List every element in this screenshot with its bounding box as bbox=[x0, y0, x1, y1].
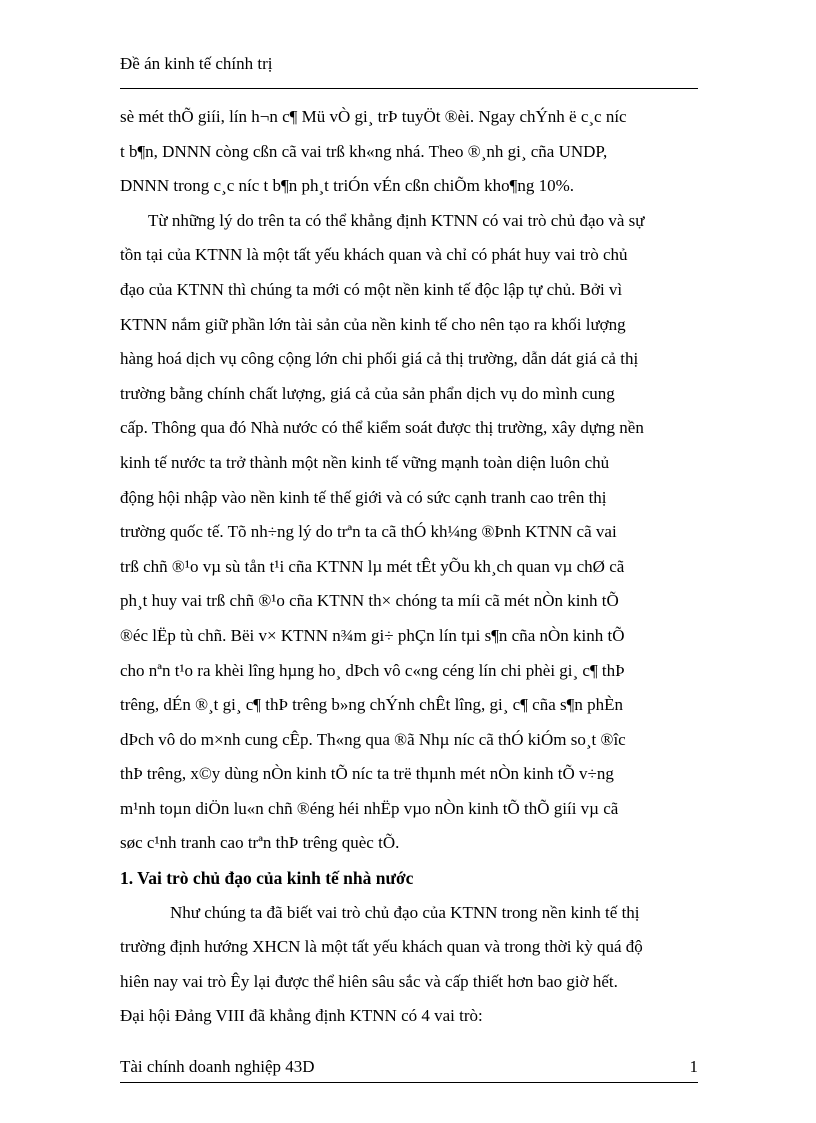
paragraph-1-line: sè mét thÕ giíi, lín h¬n c¶ Mü vÒ gi¸ trÞ tuyÖt ®èi. Ngay chÝnh ë c¸c níc bbox=[120, 107, 627, 126]
paragraph-2-line: trường bằng chính chất lượng, giá cả của sản phẩn dịch vụ do mình cung bbox=[120, 383, 615, 403]
paragraph-3-line: trường định hướng XHCN là một tất yếu khách quan và trong thời kỳ quá độ bbox=[120, 937, 643, 957]
header-divider bbox=[120, 88, 698, 89]
paragraph-2-line: trường quốc tế. Tõ nh÷ng lý do trªn ta cã thÓ kh¼ng ®Þnh KTNN cã vai bbox=[120, 522, 617, 542]
footer-divider bbox=[120, 1082, 698, 1083]
paragraph-2-line: ph¸t huy vai trß chñ ®¹o cña KTNN th× chóng ta míi cã mét nÒn kinh tÕ bbox=[120, 591, 619, 611]
paragraph-2-line: cấp. Thông qua đó Nhà nước có thể kiểm soát được thị trường, xây dựng nền bbox=[120, 418, 644, 438]
paragraph-2-line: trß chñ ®¹o vµ sù tån t¹i cña KTNN lµ mét tÊt yÕu kh¸ch quan vµ chØ cã bbox=[120, 556, 625, 576]
paragraph-2-line: ®éc lËp tù chñ. Bëi v× KTNN n¾m gi÷ phÇn lín tµi s¶n cña nÒn kinh tÕ bbox=[120, 625, 625, 645]
paragraph-3 bbox=[120, 896, 698, 1034]
paragraph-3-line: Đại hội Đảng VIII đã khẳng định KTNN có 4 vai trò: bbox=[120, 1006, 483, 1026]
paragraph-1-line: t b¶n, DNNN còng cßn cã vai trß kh«ng nhá. Theo ®¸nh gi¸ cña UNDP, bbox=[120, 141, 608, 161]
paragraph-1 bbox=[120, 100, 698, 204]
paragraph-2-line: dÞch vô do m×nh cung cÊp. Th«ng qua ®ã Nhµ níc cã thÓ kiÓm so¸t ®îc bbox=[120, 729, 626, 749]
paragraph-2-line: m¹nh toµn diÖn lu«n chñ ®éng héi nhËp vµo nÒn kinh tÕ thÕ giíi vµ cã bbox=[120, 798, 619, 818]
paragraph-2-line: Từ những lý do trên ta có thể khẳng định KTNN có vai trò chủ đạo và sự bbox=[148, 210, 645, 230]
paragraph-2-line: søc c¹nh tranh cao trªn thÞ trêng quèc tÕ. bbox=[120, 833, 400, 853]
paragraph-2-line: trêng, dÉn ®¸t gi¸ c¶ thÞ trêng b»ng chÝnh chÊt lîng, gi¸ c¶ cña s¶n phÈn bbox=[120, 695, 623, 715]
footer-label: Tài chính doanh nghiệp 43D bbox=[120, 1057, 315, 1076]
paragraph-3-line: hiên nay vai trò Êy lại được thể hiên sâu sắc và cấp thiết hơn bao giờ hết. bbox=[120, 971, 618, 991]
paragraph-2 bbox=[120, 204, 698, 861]
paragraph-2-line: động hội nhập vào nền kinh tế thế giới và có sức cạnh tranh cao trên thị bbox=[120, 487, 607, 507]
paragraph-2-line: kinh tế nước ta trở thành một nền kinh tế vững mạnh toàn diện luôn chủ bbox=[120, 452, 610, 472]
paragraph-2-line: cho nªn t¹o ra khèi lîng hµng ho¸ dÞch vô c«ng céng lín chi phèi gi¸ c¶ thÞ bbox=[120, 660, 625, 680]
paragraph-3-line: Như chúng ta đã biết vai trò chủ đạo của KTNN trong nền kinh tế thị bbox=[170, 902, 640, 922]
page-number: 1 bbox=[689, 1057, 698, 1076]
paragraph-2-line: KTNN nắm giữ phần lớn tài sản của nền kinh tế cho nên tạo ra khối lượng bbox=[120, 314, 626, 334]
paragraph-2-line: đạo của KTNN thì chúng ta mới có một nền kinh tế độc lập tự chủ. Bởi vì bbox=[120, 279, 623, 299]
section-heading: 1. Vai trò chủ đạo của kinh tế nhà nước bbox=[120, 868, 414, 889]
paragraph-2-line: thÞ trêng, x©y dùng nÒn kinh tÕ níc ta trë thµnh mét nÒn kinh tÕ v÷ng bbox=[120, 764, 614, 784]
paragraph-2-line: tồn tại của KTNN là một tất yếu khách quan và chỉ có phát huy vai trò chủ bbox=[120, 245, 628, 265]
page-footer bbox=[120, 1055, 698, 1079]
paragraph-2-line: hàng hoá dịch vụ công cộng lớn chi phối giá cả thị trường, dẫn dát giá cả thị bbox=[120, 349, 639, 369]
page-header-title: Đề án kinh tế chính trị bbox=[120, 54, 273, 73]
document-body bbox=[120, 100, 698, 1034]
paragraph-1-line: DNNN trong c¸c níc t b¶n ph¸t triÓn vÉn cßn chiÕm kho¶ng 10%. bbox=[120, 176, 575, 196]
